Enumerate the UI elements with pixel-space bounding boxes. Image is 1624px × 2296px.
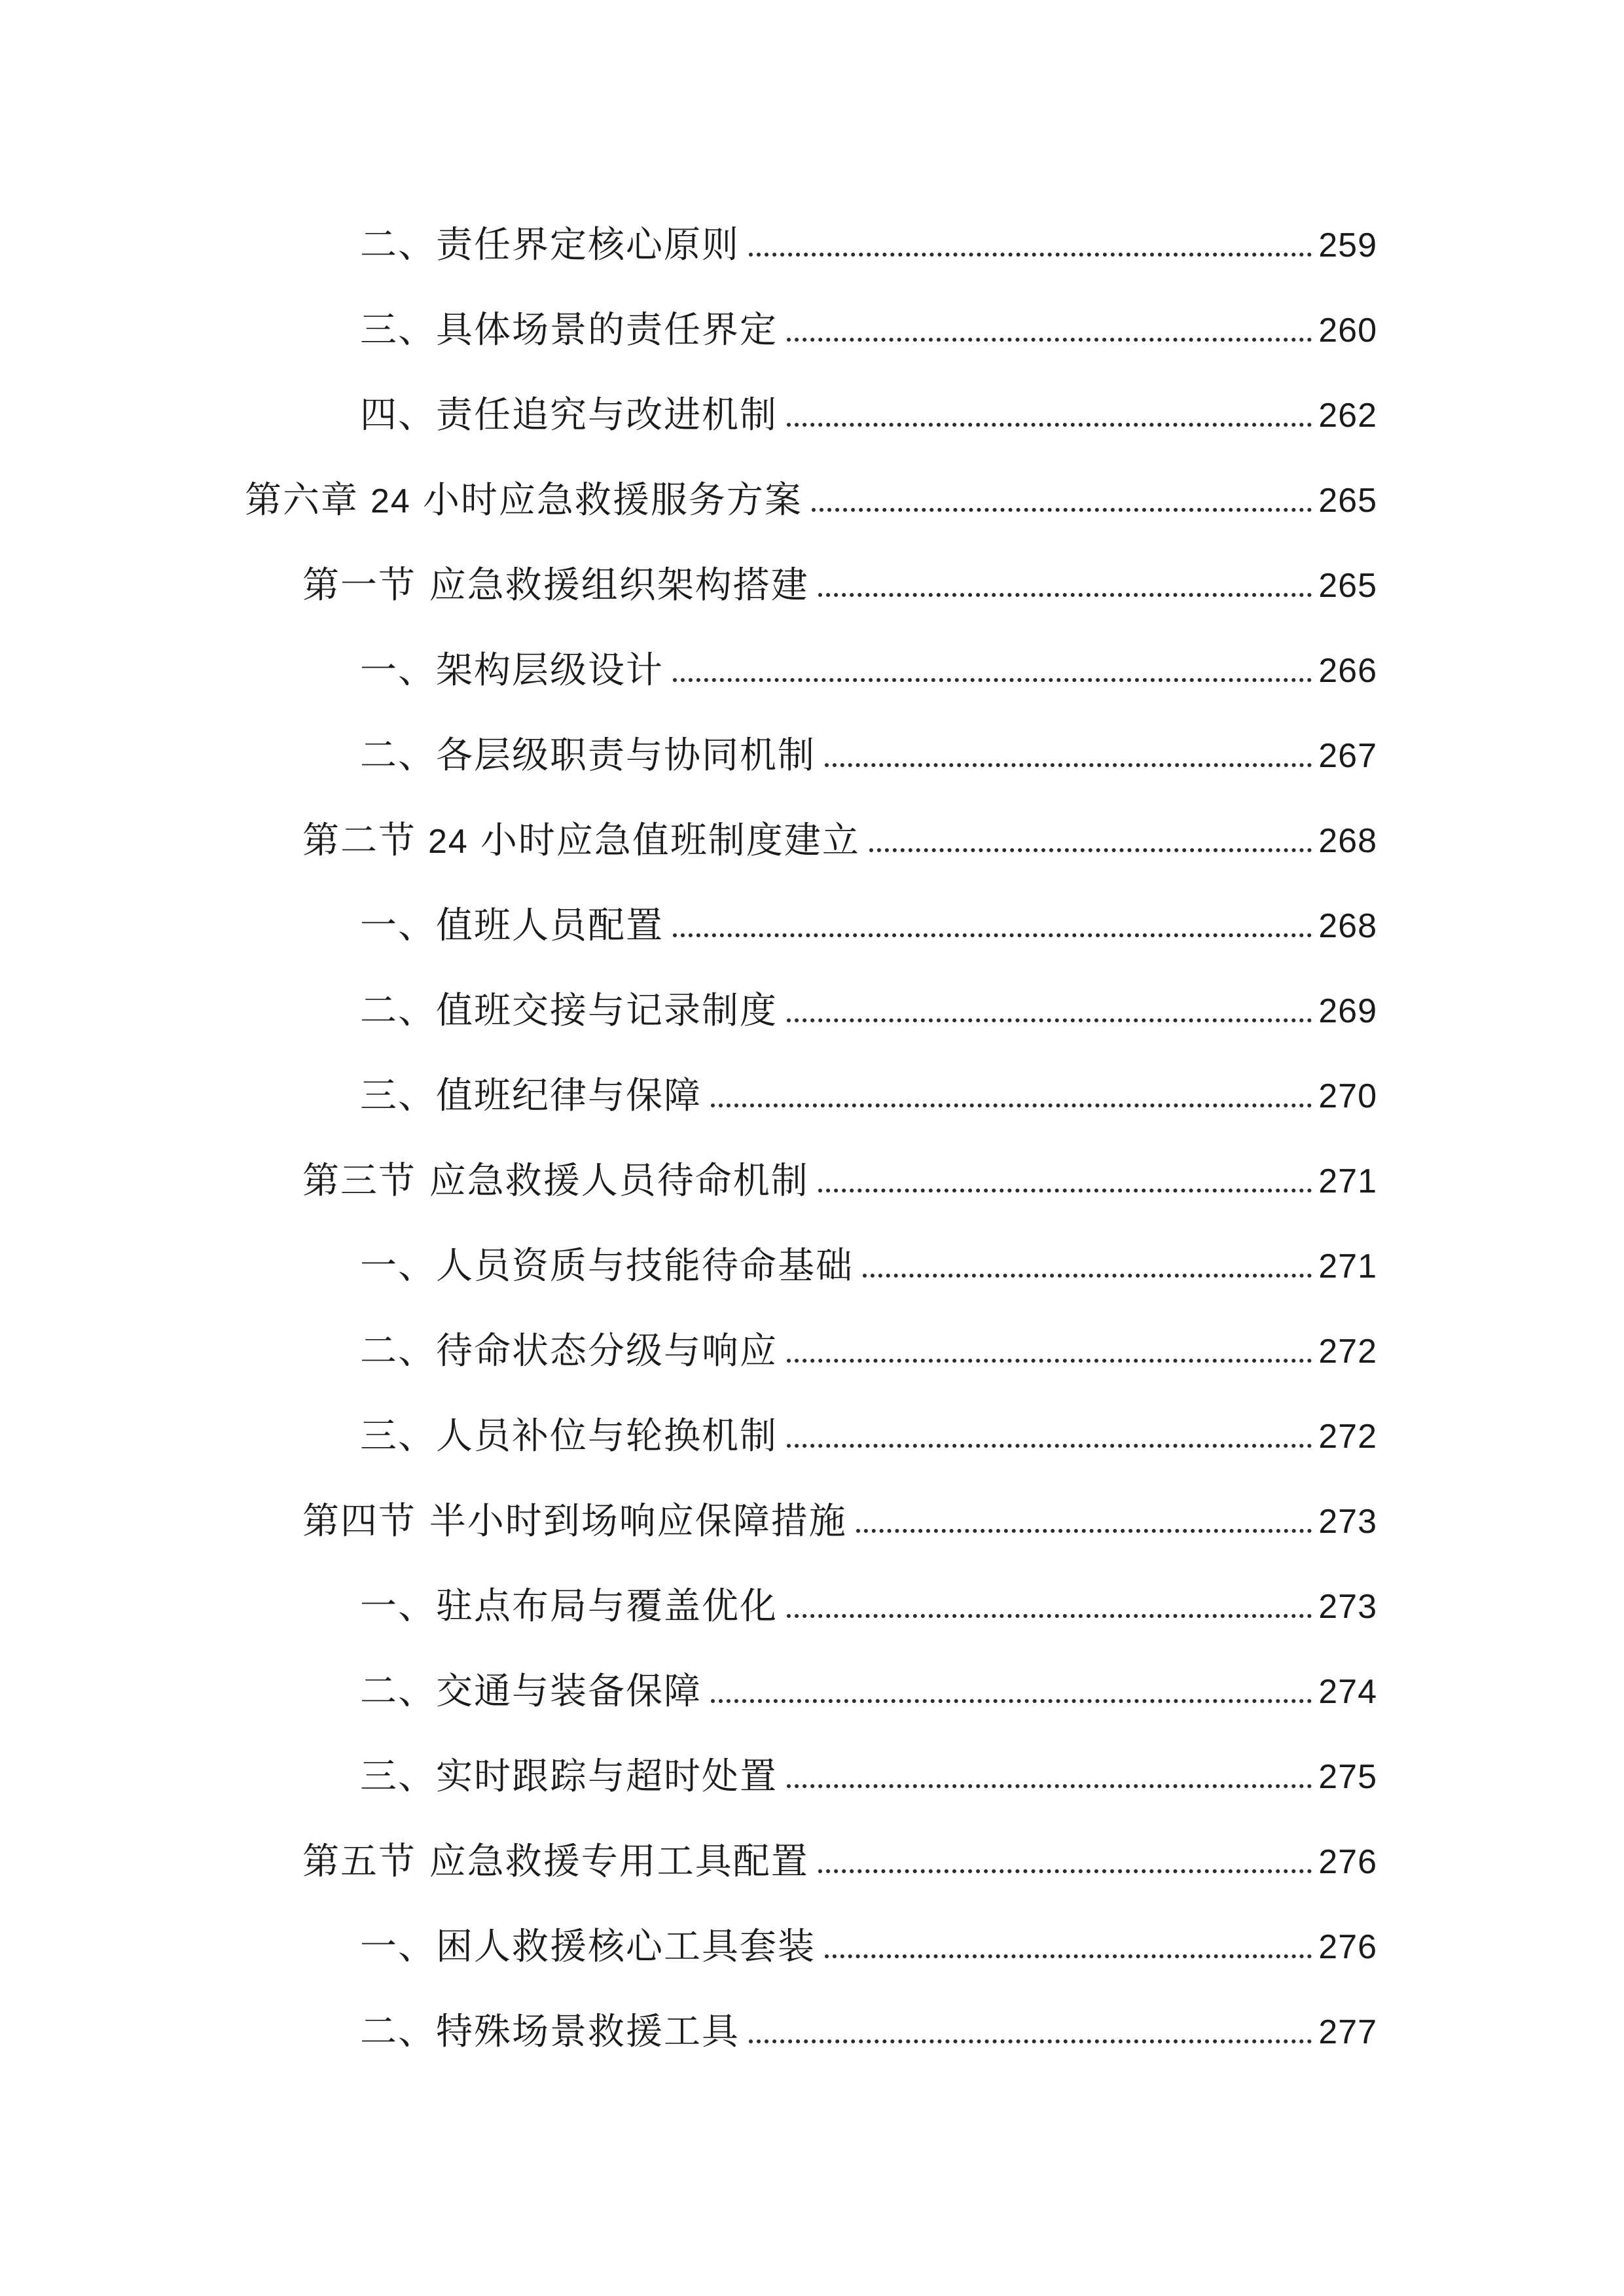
toc-leader-dots: [818, 1869, 1312, 1873]
toc-leader-dots: [825, 1954, 1312, 1958]
toc-entry[interactable]: [360, 713, 1377, 798]
toc-entry-title: 三、具体场景的责任界定: [360, 309, 778, 351]
toc-entry-title: [302, 798, 860, 884]
toc-leader-dots: [787, 1614, 1312, 1618]
toc-entry[interactable]: [360, 1564, 1377, 1649]
toc-entry-title: 二、特殊场景救援工具: [360, 2011, 740, 2053]
toc-entry-title: 三、人员补位与轮换机制: [360, 1415, 778, 1458]
toc-entry[interactable]: [360, 1649, 1377, 1734]
toc-entry-page: 262: [1318, 397, 1377, 435]
toc-entry-page: 273: [1318, 1503, 1377, 1541]
toc-leader-dots: [673, 933, 1312, 937]
toc-entry-page: 276: [1318, 1843, 1377, 1881]
toc-title-rest: 小时应急救援服务方案: [422, 478, 803, 522]
toc-leader-dots: [787, 338, 1312, 342]
toc-entry-title: 二、交通与装备保障: [360, 1670, 702, 1713]
toc-entry[interactable]: [360, 1990, 1377, 2075]
toc-entry-page: 276: [1318, 1928, 1377, 1966]
toc-entry-page: 277: [1318, 2013, 1377, 2051]
toc-entry-page: 266: [1318, 652, 1377, 690]
toc-section-entry[interactable]: [302, 1479, 1377, 1564]
toc-leader-dots: [787, 1444, 1312, 1448]
toc-leader-dots: [787, 1359, 1312, 1363]
toc-entry-page: 265: [1318, 567, 1377, 605]
toc-entry-title: 一、架构层级设计: [360, 649, 664, 692]
toc-entry-page: 269: [1318, 992, 1377, 1030]
toc-section-entry[interactable]: [302, 1139, 1377, 1224]
toc-leader-dots: [818, 1189, 1312, 1193]
toc-entry-page: 272: [1318, 1418, 1377, 1456]
toc-entry-page: 267: [1318, 737, 1377, 775]
toc-entry[interactable]: [360, 1309, 1377, 1394]
toc-leader-dots: [818, 593, 1312, 597]
toc-entry-title: 二、责任界定核心原则: [360, 224, 740, 266]
toc-leader-dots: [869, 848, 1312, 852]
toc-section-entry[interactable]: [302, 1820, 1377, 1905]
toc-entry-page: 274: [1318, 1673, 1377, 1711]
toc-leader-dots: [787, 423, 1312, 427]
toc-leader-dots: [863, 1274, 1312, 1278]
toc-entry-title: 一、驻点布局与覆盖优化: [360, 1585, 778, 1628]
toc-entry-title: 一、困人救援核心工具套装: [360, 1926, 816, 1968]
toc-entry[interactable]: [360, 1054, 1377, 1139]
toc-entry-title: 二、待命状态分级与响应: [360, 1330, 778, 1372]
toc-entry[interactable]: [360, 1905, 1377, 1990]
toc-entry[interactable]: [360, 628, 1377, 713]
toc-entry-title: 一、值班人员配置: [360, 905, 664, 947]
toc-entry-title: 第五节 应急救援专用工具配置: [302, 1840, 809, 1883]
toc-entry[interactable]: [360, 203, 1377, 288]
toc-entry-page: 259: [1318, 226, 1377, 264]
toc-entry[interactable]: [360, 884, 1377, 969]
toc-entry-title: 一、人员资质与技能待命基础: [360, 1245, 854, 1287]
toc-leader-dots: [711, 1699, 1312, 1703]
toc-leader-dots: [749, 2039, 1312, 2043]
toc-entry-page: 265: [1318, 482, 1377, 520]
toc-entry-title: [245, 458, 803, 544]
toc-leader-dots: [673, 678, 1312, 682]
toc-leader-dots: [711, 1103, 1312, 1107]
toc-leader-dots: [812, 508, 1312, 512]
toc-title-rest: 小时应急值班制度建立: [480, 819, 860, 862]
toc-leader-dots: [825, 763, 1312, 767]
toc-title-number: 24: [428, 822, 469, 861]
toc-entry-page: 273: [1318, 1588, 1377, 1626]
toc-entry[interactable]: [360, 1394, 1377, 1479]
toc-entry[interactable]: [360, 373, 1377, 458]
toc-entry-page: 272: [1318, 1333, 1377, 1371]
toc-entry-title: 二、各层级职责与协同机制: [360, 734, 816, 777]
toc-leader-dots: [856, 1529, 1312, 1533]
toc-leader-dots: [787, 1784, 1312, 1788]
toc-title-number: 24: [370, 482, 411, 520]
toc-entry[interactable]: [360, 1224, 1377, 1309]
toc-section-entry[interactable]: [302, 798, 1377, 884]
toc-entry-title: 四、责任追究与改进机制: [360, 394, 778, 437]
toc-entry-page: 268: [1318, 822, 1377, 860]
toc-entry-page: 260: [1318, 312, 1377, 350]
toc-entry-title: 二、值班交接与记录制度: [360, 990, 778, 1032]
toc-entry-title: 第一节 应急救援组织架构搭建: [302, 564, 809, 607]
toc-entry-page: 270: [1318, 1077, 1377, 1115]
toc-leader-dots: [787, 1018, 1312, 1022]
toc-entry-page: 271: [1318, 1162, 1377, 1200]
toc-title-prefix: 第六章: [245, 478, 359, 522]
toc-entry-title: 三、值班纪律与保障: [360, 1075, 702, 1117]
toc-entry[interactable]: [360, 969, 1377, 1054]
toc-leader-dots: [749, 253, 1312, 257]
toc-entry-page: 271: [1318, 1247, 1377, 1285]
toc-entry-title: 第四节 半小时到场响应保障措施: [302, 1500, 847, 1543]
toc-title-prefix: 第二节: [302, 819, 416, 862]
toc-entry-page: 275: [1318, 1758, 1377, 1796]
toc-entry-title: 第三节 应急救援人员待命机制: [302, 1160, 809, 1202]
toc-entry-title: 三、实时跟踪与超时处置: [360, 1755, 778, 1798]
toc-chapter-entry[interactable]: [245, 458, 1377, 543]
toc-entry[interactable]: [360, 1734, 1377, 1820]
toc-entry[interactable]: [360, 288, 1377, 373]
toc-section-entry[interactable]: [302, 543, 1377, 628]
toc-entry-page: 268: [1318, 907, 1377, 945]
